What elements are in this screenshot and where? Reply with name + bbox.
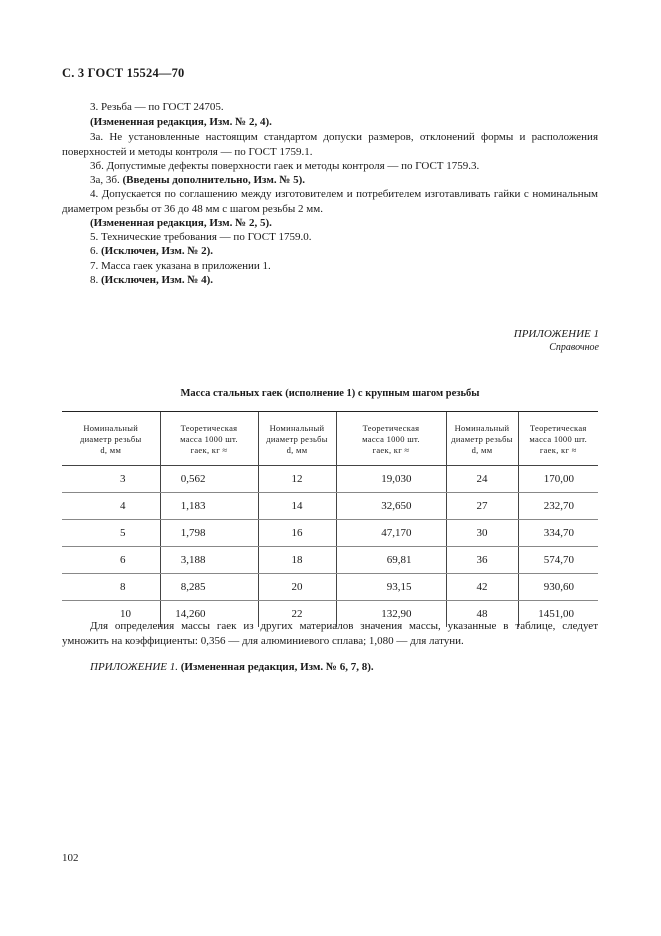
item-3ab-prefix: 3а, 3б. bbox=[90, 174, 120, 186]
item-8 bbox=[62, 273, 598, 288]
header-mass-line2: масса 1000 шт. bbox=[529, 434, 588, 444]
item-3: 3. Резьба — по ГОСТ 24705. bbox=[90, 101, 224, 113]
item-6-prefix: 6. bbox=[90, 245, 99, 257]
header-diameter-line2: диаметр резьбы bbox=[266, 434, 328, 444]
item-5: 5. Технические требования — по ГОСТ 1759.0. bbox=[90, 231, 312, 243]
item-3-note: (Измененная редакция, Изм. № 2, 4). bbox=[90, 116, 272, 128]
item-6-note: (Исключен, Изм. № 2). bbox=[101, 245, 214, 257]
item-4-note: (Измененная редакция, Изм. № 2, 5). bbox=[90, 217, 272, 229]
appendix-amendment-note bbox=[62, 660, 598, 675]
header-mass bbox=[336, 412, 446, 466]
cell-diameter: 30 bbox=[446, 520, 518, 547]
header-diameter-line3: d, мм bbox=[286, 445, 308, 455]
item-3b: 3б. Допустимые дефекты поверхности гаек и методы контроля — по ГОСТ 1759.3. bbox=[90, 160, 480, 172]
cell-diameter: 6 bbox=[62, 547, 160, 574]
appendix-amendment-prefix: ПРИЛОЖЕНИЕ 1. bbox=[90, 661, 178, 673]
cell-mass: 3,188 bbox=[160, 547, 258, 574]
table-title: Масса стальных гаек (исполнение 1) с крупным шагом резьбы bbox=[180, 388, 480, 399]
cell-mass: 47,170 bbox=[336, 520, 446, 547]
header-diameter bbox=[62, 412, 160, 466]
cell-mass: 32,650 bbox=[336, 493, 446, 520]
table-row bbox=[62, 574, 598, 601]
header-diameter-line2: диаметр резьбы bbox=[79, 434, 142, 444]
header-mass-line1: Теоретическая bbox=[180, 423, 238, 433]
cell-diameter: 20 bbox=[258, 574, 336, 601]
header-diameter-line1: Номинальный bbox=[454, 423, 510, 433]
cell-diameter: 24 bbox=[446, 466, 518, 493]
cell-mass: 19,030 bbox=[336, 466, 446, 493]
cell-diameter: 48 bbox=[446, 601, 518, 628]
header-mass-line1: Теоретическая bbox=[362, 423, 420, 433]
cell-mass: 132,90 bbox=[336, 601, 446, 628]
cell-diameter: 4 bbox=[62, 493, 160, 520]
cell-mass: 232,70 bbox=[518, 493, 598, 520]
header-mass bbox=[160, 412, 258, 466]
header-mass-line2: масса 1000 шт. bbox=[180, 434, 238, 444]
header-mass bbox=[518, 412, 598, 466]
table-header-row bbox=[62, 412, 598, 466]
cell-diameter: 36 bbox=[446, 547, 518, 574]
item-7: 7. Масса гаек указана в приложении 1. bbox=[90, 260, 271, 272]
header-diameter bbox=[446, 412, 518, 466]
cell-diameter: 14 bbox=[258, 493, 336, 520]
cell-mass: 93,15 bbox=[336, 574, 446, 601]
page-number: 102 bbox=[62, 852, 79, 864]
mass-table bbox=[62, 411, 598, 627]
cell-diameter: 42 bbox=[446, 574, 518, 601]
header-diameter-line2: диаметр резьбы bbox=[451, 434, 513, 444]
header-mass-line3: гаек, кг ≈ bbox=[190, 445, 228, 455]
header-diameter-line3: d, мм bbox=[471, 445, 493, 455]
item-4: 4. Допускается по соглашению между изготовителем и потребителем изготавливать гайки с номинальным диаметром резьбы от 36 до 48 мм с шагом резьбы 2 мм. bbox=[62, 188, 598, 215]
appendix-title: ПРИЛОЖЕНИЕ 1 bbox=[513, 328, 599, 340]
cell-diameter: 16 bbox=[258, 520, 336, 547]
table-note: Для определения массы гаек из других материалов значения массы, указанные в таблице, следует умножить на коэффициенты: 0,356 — для алюминиевого сплава; 1,080 — для латуни. bbox=[62, 620, 598, 647]
cell-mass: 574,70 bbox=[518, 547, 598, 574]
header-mass-line1: Теоретическая bbox=[529, 423, 587, 433]
appendix-label bbox=[514, 327, 599, 355]
header-mass-line2: масса 1000 шт. bbox=[362, 434, 420, 444]
cell-mass: 1,183 bbox=[160, 493, 258, 520]
cell-diameter: 12 bbox=[258, 466, 336, 493]
header-diameter-line1: Номинальный bbox=[83, 423, 139, 433]
header-diameter bbox=[258, 412, 336, 466]
cell-diameter: 18 bbox=[258, 547, 336, 574]
cell-diameter: 27 bbox=[446, 493, 518, 520]
cell-diameter: 10 bbox=[120, 608, 131, 620]
header-diameter-line3: d, мм bbox=[100, 445, 122, 455]
cell-diameter: 22 bbox=[258, 601, 336, 628]
cell-mass: 334,70 bbox=[518, 520, 598, 547]
header-mass-line3: гаек, кг ≈ bbox=[539, 445, 577, 455]
cell-diameter: 5 bbox=[62, 520, 160, 547]
item-8-prefix: 8. bbox=[90, 274, 99, 286]
item-3ab-amendment bbox=[62, 173, 598, 188]
cell-mass: 0,562 bbox=[160, 466, 258, 493]
cell-mass: 1451,00 bbox=[518, 601, 598, 628]
page-header: С. 3 ГОСТ 15524—70 bbox=[62, 66, 185, 80]
header-mass-line3: гаек, кг ≈ bbox=[372, 445, 410, 455]
cell-mass: 1,798 bbox=[160, 520, 258, 547]
cell-mass: 8,285 bbox=[160, 574, 258, 601]
cell-diameter: 8 bbox=[62, 574, 160, 601]
cell-diameter: 3 bbox=[62, 466, 160, 493]
cell-mass: 170,00 bbox=[518, 466, 598, 493]
table-row bbox=[62, 547, 598, 574]
table-row bbox=[62, 466, 598, 493]
table-row bbox=[62, 493, 598, 520]
cell-mass: 69,81 bbox=[336, 547, 446, 574]
appendix-subtitle: Справочное bbox=[549, 342, 599, 353]
cell-mass: 930,60 bbox=[518, 574, 598, 601]
table-row bbox=[62, 520, 598, 547]
item-3a: 3а. Не установленные настоящим стандартом допуски размеров, отклонений формы и расположения поверхностей и методы контроля — по ГОСТ 1759.1. bbox=[62, 131, 598, 158]
appendix-amendment-text: (Измененная редакция, Изм. № 6, 7, 8). bbox=[180, 661, 374, 673]
item-3ab-note: (Введены дополнительно, Изм. № 5). bbox=[122, 174, 306, 186]
item-6 bbox=[62, 244, 598, 259]
cell-mass: 14,260 bbox=[160, 601, 258, 628]
header-diameter-line1: Номинальный bbox=[269, 423, 325, 433]
item-8-note: (Исключен, Изм. № 4). bbox=[101, 274, 214, 286]
